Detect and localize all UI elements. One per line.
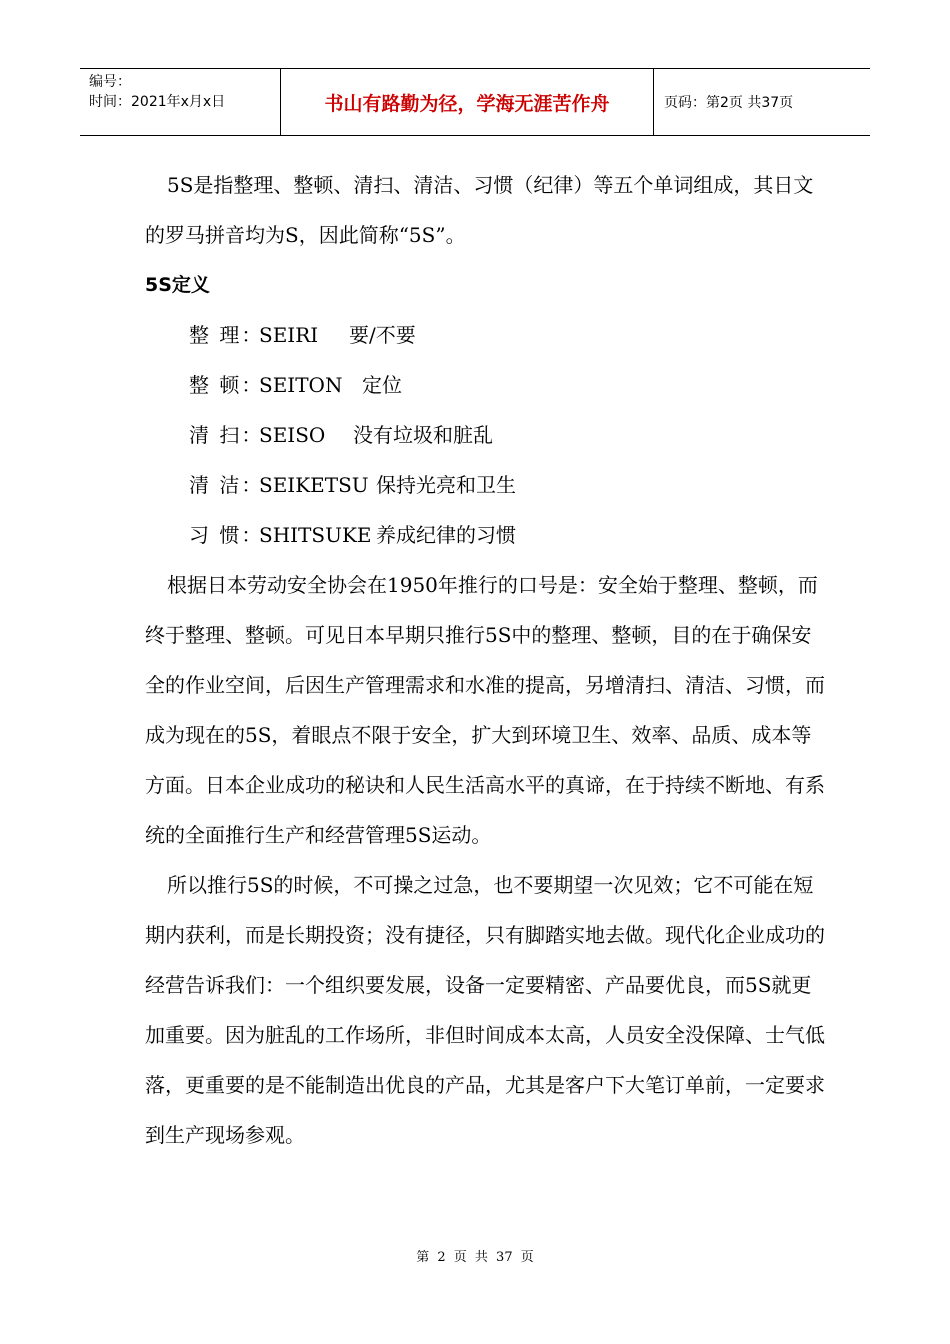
definition-item (145, 410, 825, 460)
document-body (145, 160, 825, 1160)
definition-code: SEIKETSU (259, 473, 369, 497)
definition-term: 清 洁： (189, 473, 264, 497)
definition-item (145, 360, 825, 410)
header-meta (80, 69, 281, 135)
definition-item (145, 510, 825, 560)
definition-code: SHITSUKE (259, 523, 372, 547)
definition-item (145, 460, 825, 510)
number-label: 编号： (89, 74, 131, 90)
definition-meaning: 养成纪律的习惯 (376, 523, 516, 547)
header-motto: 书山有路勤为径，学海无涯苦作舟 (281, 69, 654, 135)
definition-term: 清 扫： (189, 423, 264, 447)
document-header (80, 68, 870, 136)
body-paragraph: 所以推行5S的时候，不可操之过急，也不要期望一次见效；它不可能在短期内获利，而是长期投资；没有捷径，只有脚踏实地去做。现代化企业成功的经营告诉我们：一个组织要发展，设备一定要精密、产品要优良，而5S就更加重要。因为脏乱的工作场所，非但时间成本太高，人员安全没保障、士气低落，更重要的是不能制造出优良的产品，尤其是客户下大笔订单前，一定要求到生产现场参观。 (145, 873, 825, 1147)
definition-meaning: 保持光亮和卫生 (376, 473, 516, 497)
page-footer: 第 2 页 共 37 页 (416, 1250, 534, 1265)
definition-code: SEIRI (259, 323, 319, 347)
time-label: 时间：2021年x月x日 (89, 94, 226, 110)
definition-item (145, 310, 825, 360)
definition-term: 整 顿： (189, 373, 264, 397)
definition-code: SEISO (259, 423, 326, 447)
definition-heading: 5S定义 (145, 274, 210, 296)
definition-term: 整 理： (189, 323, 264, 347)
body-paragraph: 根据日本劳动安全协会在1950年推行的口号是：安全始于整理、整顿，而终于整理、整顿。可见日本早期只推行5S中的整理、整顿，目的在于确保安全的作业空间，后因生产管理需求和水准的提高，另增清扫、清洁、习惯，而成为现在的5S，着眼点不限于安全，扩大到环境卫生、效率、品质、成本等方面。日本企业成功的秘诀和人民生活高水平的真谛，在于持续不断地、有系统的全面推行生产和经营管理5S运动。 (145, 573, 825, 847)
intro-paragraph: 5S是指整理、整顿、清扫、清洁、习惯（纪律）等五个单词组成，其日文的罗马拼音均为S，因此简称“5S”。 (145, 173, 814, 247)
definition-code: SEITON (259, 373, 343, 397)
definition-meaning: 定位 (362, 373, 402, 397)
header-page-info: 页码：第2页 共37页 (664, 95, 794, 111)
definition-term: 习 惯： (189, 523, 264, 547)
definition-meaning: 要/不要 (349, 323, 416, 347)
definition-meaning: 没有垃圾和脏乱 (353, 423, 493, 447)
